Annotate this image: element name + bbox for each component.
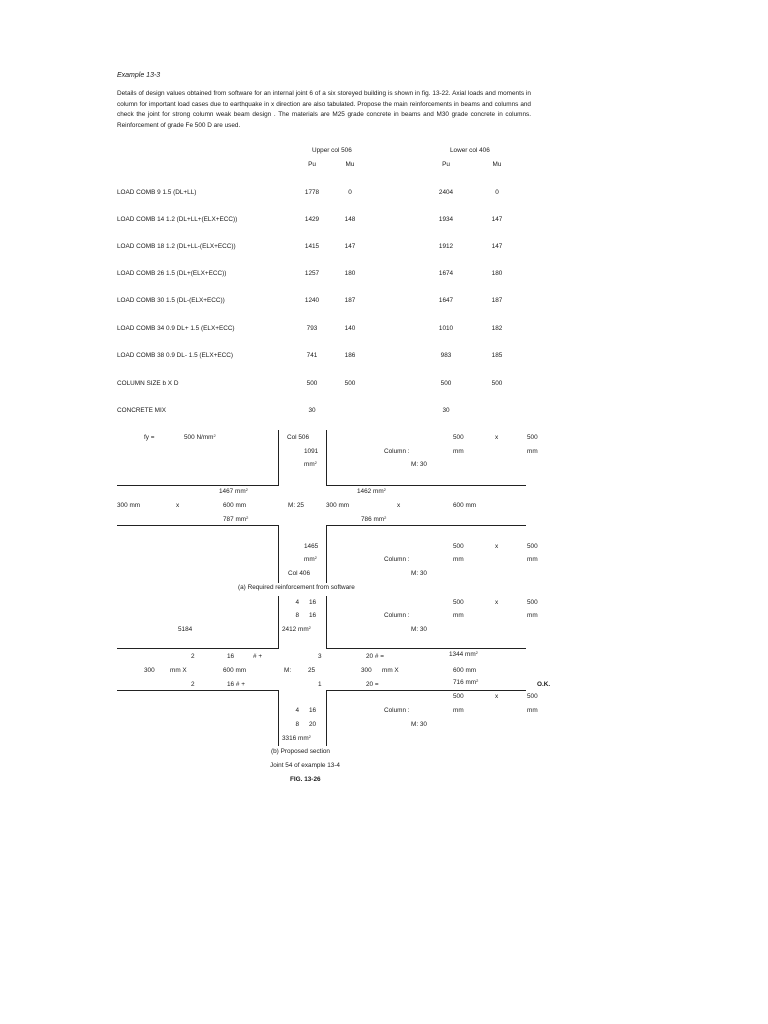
header-pu-upper: Pu bbox=[308, 161, 316, 168]
bot-col-steel-b: 3316 $mm^2$ bbox=[282, 734, 311, 742]
top-col-steel-b: 2412 $mm^2$ bbox=[282, 625, 311, 633]
row-up-pu: 30 bbox=[308, 407, 316, 414]
row-lo-mu: 147 bbox=[491, 216, 503, 223]
row-up-pu: 1257 bbox=[304, 270, 320, 277]
x-beam-right: x bbox=[397, 502, 401, 509]
dim-500-b2: 500 bbox=[527, 599, 538, 606]
row-up-pu: 1429 bbox=[304, 216, 320, 223]
fig-b-beam-bot-right bbox=[326, 690, 526, 691]
row-lo-mu: 185 bbox=[491, 352, 503, 359]
row-lo-mu: 182 bbox=[491, 325, 503, 332]
row-lo-mu: 0 bbox=[495, 189, 499, 196]
column-label-b1: Column : bbox=[384, 612, 410, 619]
dim-500-a1: 500 bbox=[453, 434, 464, 441]
header-pu-lower: Pu bbox=[442, 161, 450, 168]
col-506-label: Col 506 bbox=[287, 434, 310, 441]
row-lo-mu: 147 bbox=[491, 243, 503, 250]
bot-bars-dia-2: 20 bbox=[309, 721, 317, 728]
row-lo-pu: 1010 bbox=[438, 325, 454, 332]
mmx-left: mm X bbox=[170, 667, 187, 674]
m30-label-bot: M: 30 bbox=[411, 570, 427, 577]
row-up-mu: 0 bbox=[348, 189, 352, 196]
beam-b-left: 300 bbox=[144, 667, 155, 674]
row-up-pu: 741 bbox=[306, 352, 318, 359]
beam-d-left: 600 mm bbox=[223, 667, 247, 674]
fig-b-col-left-top bbox=[278, 596, 279, 648]
fig-a-col-right-top bbox=[326, 430, 327, 485]
lower-col-header: Lower col 406 bbox=[450, 147, 490, 154]
row-up-mu: 140 bbox=[344, 325, 356, 332]
x-beam-left: x bbox=[176, 502, 180, 509]
m-label: M: bbox=[284, 667, 292, 674]
header-mu-upper: Mu bbox=[345, 161, 355, 168]
bot-col-area-unit: $mm^2$ bbox=[304, 555, 317, 563]
left-top-hash: # + bbox=[253, 653, 263, 660]
right-top-steel-b: 1344 $mm^2$ bbox=[449, 650, 478, 658]
row-lo-mu: 500 bbox=[491, 380, 503, 387]
row-label: LOAD COMB 26 1.5 (DL+(ELX+ECC)) bbox=[117, 270, 227, 277]
fig-a-beam-top-right bbox=[326, 485, 526, 486]
ok-label: O.K. bbox=[537, 681, 551, 688]
row-lo-pu: 500 bbox=[440, 380, 452, 387]
fig-b-beam-bot-left bbox=[117, 690, 279, 691]
upper-col-header: Upper col 506 bbox=[312, 147, 352, 154]
x-b3: x bbox=[495, 693, 499, 700]
fig-b-col-right-bot bbox=[326, 690, 327, 746]
fy-value: 500 $N/mm^2$ bbox=[184, 433, 216, 441]
row-lo-mu: 180 bbox=[491, 270, 503, 277]
bot-bars-count-2: 8 bbox=[295, 721, 299, 728]
right-bot-bars-d: 20 = bbox=[366, 681, 379, 688]
top-bars-count-1: 4 bbox=[295, 599, 299, 606]
row-up-pu: 1778 bbox=[304, 189, 320, 196]
column-label-top: Column : bbox=[384, 448, 410, 455]
row-up-pu: 1415 bbox=[304, 243, 320, 250]
mm-b2: mm bbox=[527, 612, 538, 619]
beam-b-right: 300 bbox=[361, 667, 372, 674]
left-bot-bars-d: 16 # + bbox=[227, 681, 245, 688]
row-lo-pu: 983 bbox=[440, 352, 452, 359]
dim-500-a4: 500 bbox=[527, 543, 538, 550]
dim-500-a3: 500 bbox=[453, 543, 464, 550]
row-label: CONCRETE MIX bbox=[117, 407, 166, 414]
dim-500-b1: 500 bbox=[453, 599, 464, 606]
fig-a-col-left-bot bbox=[278, 525, 279, 583]
row-up-mu: 187 bbox=[344, 297, 356, 304]
row-lo-mu: 187 bbox=[491, 297, 503, 304]
top-col-area: 1091 bbox=[304, 448, 319, 455]
x-a3: x bbox=[495, 543, 499, 550]
row-label: LOAD COMB 38 0.9 DL- 1.5 (ELX+ECC) bbox=[117, 352, 233, 359]
fig-b-beam-top-right bbox=[326, 648, 526, 649]
row-lo-pu: 30 bbox=[442, 407, 450, 414]
joint-caption: Joint 54 of example 13-4 bbox=[270, 762, 340, 769]
mm-a1: mm bbox=[453, 448, 464, 455]
mm-b3: mm bbox=[453, 707, 464, 714]
header-mu-lower: Mu bbox=[492, 161, 502, 168]
mm-b1: mm bbox=[453, 612, 464, 619]
top-bars-count-2: 8 bbox=[295, 612, 299, 619]
left-bot-bars-n: 2 bbox=[191, 681, 195, 688]
row-label: LOAD COMB 14 1.2 (DL+LL+(ELX+ECC)) bbox=[117, 216, 238, 223]
bot-col-area: 1465 bbox=[304, 543, 319, 550]
fig-a-col-right-bot bbox=[326, 525, 327, 583]
right-bot-steel: 786 $mm^2$ bbox=[361, 515, 387, 523]
m30-label-b2: M: 30 bbox=[411, 721, 427, 728]
row-up-mu: 186 bbox=[344, 352, 356, 359]
beam-width-left: 300 mm bbox=[117, 502, 141, 509]
row-lo-pu: 1647 bbox=[438, 297, 454, 304]
beam-width-right: 300 mm bbox=[326, 502, 350, 509]
beam-depth-left: 600 mm bbox=[223, 502, 247, 509]
fig-a-beam-bot-left bbox=[117, 525, 279, 526]
dim-500-a2: 500 bbox=[527, 434, 538, 441]
mm-a4: mm bbox=[527, 556, 538, 563]
fig-b-col-left-bot bbox=[278, 690, 279, 746]
fig-b-caption: (b) Proposed section bbox=[271, 748, 330, 755]
left-top-bars-d: 16 bbox=[227, 653, 235, 660]
fig-a-beam-top-left bbox=[117, 485, 279, 486]
row-lo-pu: 2404 bbox=[438, 189, 454, 196]
m25-label: M: 25 bbox=[288, 502, 304, 509]
beam-depth-right: 600 mm bbox=[453, 502, 477, 509]
right-top-bars-d: 20 # = bbox=[366, 653, 384, 660]
m30-label-top: M: 30 bbox=[411, 461, 427, 468]
column-label-bot: Column : bbox=[384, 556, 410, 563]
mm-b4: mm bbox=[527, 707, 538, 714]
bot-bars-dia-1: 16 bbox=[309, 707, 317, 714]
mmx-right: mm X bbox=[382, 667, 399, 674]
m25-value: 25 bbox=[308, 667, 316, 674]
bot-bars-count-1: 4 bbox=[295, 707, 299, 714]
fig-a-caption: (a) Required reinforcement from software bbox=[238, 584, 355, 591]
fy-label: fy = bbox=[144, 434, 155, 441]
right-bot-steel-b: 716 $mm^2$ bbox=[453, 678, 479, 686]
row-label: LOAD COMB 34 0.9 DL+ 1.5 (ELX+ECC) bbox=[117, 325, 235, 332]
beam-d-right: 600 mm bbox=[453, 667, 477, 674]
left-top-steel: 1467 $mm^2$ bbox=[219, 487, 248, 495]
example-title: Example 13-3 bbox=[117, 72, 161, 79]
mm-a3: mm bbox=[453, 556, 464, 563]
row-up-pu: 793 bbox=[306, 325, 318, 332]
top-bars-dia-2: 16 bbox=[309, 612, 317, 619]
dim-500-b4: 500 bbox=[527, 693, 538, 700]
row-lo-pu: 1934 bbox=[438, 216, 454, 223]
m30-label-b1: M: 30 bbox=[411, 626, 427, 633]
x-b1: x bbox=[495, 599, 499, 606]
row-lo-pu: 1674 bbox=[438, 270, 454, 277]
row-up-pu: 1240 bbox=[304, 297, 320, 304]
row-up-pu: 500 bbox=[306, 380, 318, 387]
intro-paragraph: Details of design values obtained from software for an internal joint 6 of a six storeyed building is shown in fig. 13-22. Axial loads and moments in column for important load cases due to earthquake in x direction are also tabulated. Propose the main reinforcements in beams and columns and check the joint for strong column weak beam design . The materials are M25 grade concrete in beams and M30 grade concrete in columns. Reinforcement of grade Fe 500 D are used. bbox=[117, 90, 531, 129]
row-up-mu: 148 bbox=[344, 216, 356, 223]
column-label-b2: Column : bbox=[384, 707, 410, 714]
right-top-bars-n: 3 bbox=[318, 653, 322, 660]
col-406-label: Col 406 bbox=[288, 570, 311, 577]
sum-steel: 5184 bbox=[178, 626, 193, 633]
row-up-mu: 180 bbox=[344, 270, 356, 277]
right-top-steel: 1462 $mm^2$ bbox=[357, 487, 386, 495]
left-bot-steel: 787 $mm^2$ bbox=[223, 515, 249, 523]
row-lo-pu: 1912 bbox=[438, 243, 454, 250]
left-top-bars-n: 2 bbox=[191, 653, 195, 660]
mm-a2: mm bbox=[527, 448, 538, 455]
fig-number: FIG. 13-26 bbox=[290, 776, 321, 783]
dim-500-b3: 500 bbox=[453, 693, 464, 700]
top-col-area-unit: $mm^2$ bbox=[304, 460, 317, 468]
x-a1: x bbox=[495, 434, 499, 441]
row-label: COLUMN SIZE b X D bbox=[117, 380, 179, 387]
row-label: LOAD COMB 30 1.5 (DL-(ELX+ECC)) bbox=[117, 297, 225, 304]
fig-b-beam-top-left bbox=[117, 648, 279, 649]
row-label: LOAD COMB 9 1.5 (DL+LL) bbox=[117, 189, 197, 196]
fig-a-beam-bot-right bbox=[326, 525, 526, 526]
row-up-mu: 147 bbox=[344, 243, 356, 250]
row-label: LOAD COMB 18 1.2 (DL+LL-(ELX+ECC)) bbox=[117, 243, 236, 250]
right-bot-bars-n: 1 bbox=[318, 681, 322, 688]
row-up-mu: 500 bbox=[344, 380, 356, 387]
fig-a-col-left-top bbox=[278, 430, 279, 485]
fig-b-col-right-top bbox=[326, 596, 327, 648]
top-bars-dia-1: 16 bbox=[309, 599, 317, 606]
